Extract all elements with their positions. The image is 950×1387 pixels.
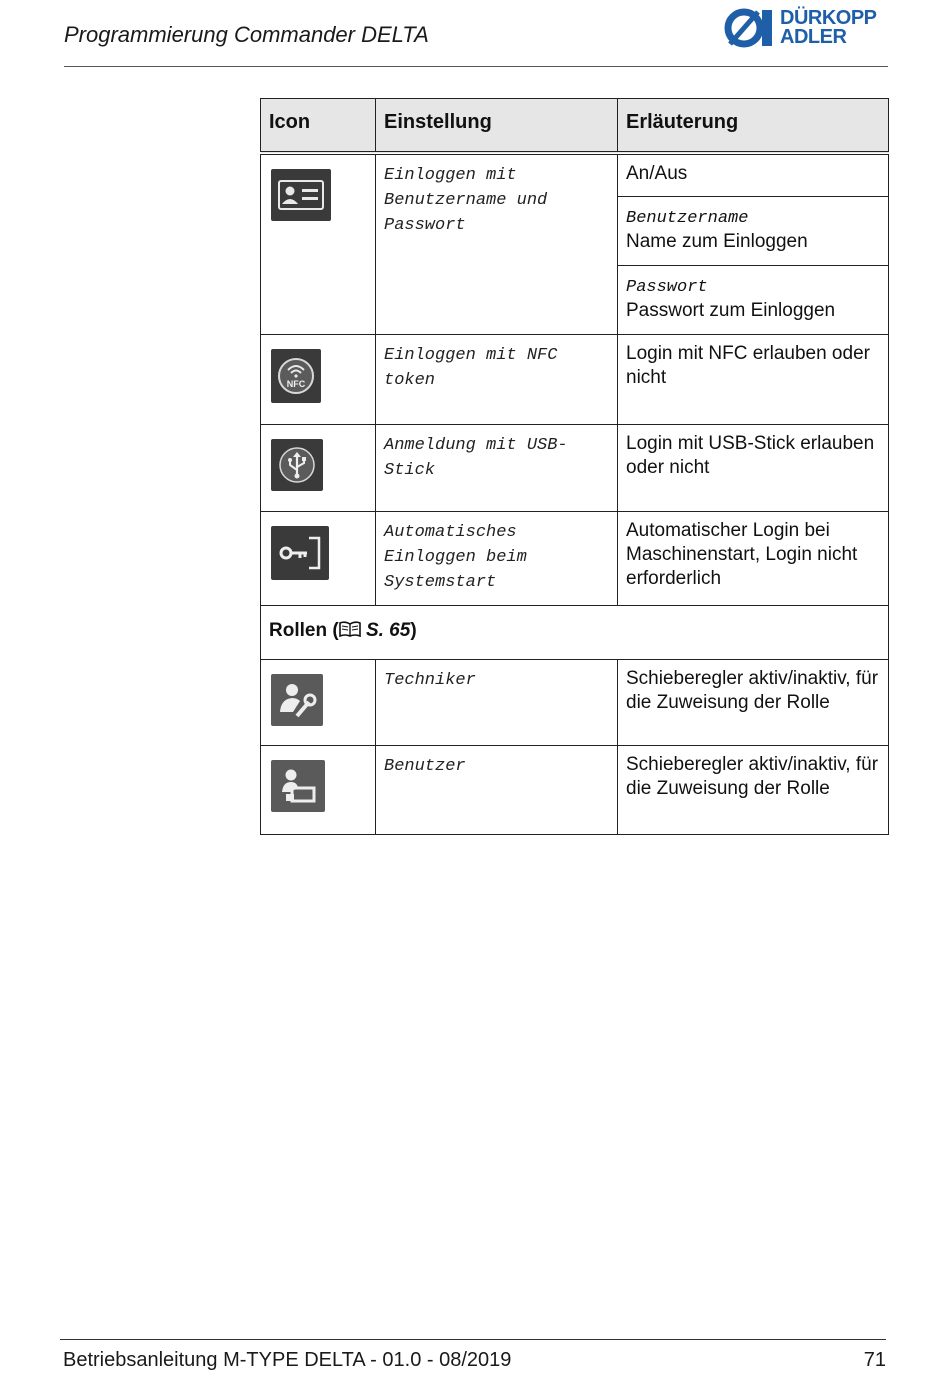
setting-cell	[376, 512, 618, 606]
description-cell	[618, 746, 889, 835]
table-row	[261, 425, 889, 512]
page-header-title: Programmierung Commander DELTA	[64, 22, 429, 47]
footer-document-info: Betriebsanleitung M-TYPE DELTA - 01.0 - 08/2019	[63, 1349, 512, 1371]
setting-label: Einloggen mit NFC token	[384, 346, 558, 390]
technician-icon	[271, 674, 323, 726]
operator-icon	[271, 760, 325, 812]
description-text: Automatischer Login bei Maschinenstart, Login nicht erforderlich	[626, 520, 858, 589]
column-header-description: Erläuterung	[618, 99, 889, 153]
header-divider	[64, 66, 888, 67]
description-cell	[618, 335, 889, 425]
book-icon	[339, 621, 361, 637]
icon-cell	[261, 746, 376, 835]
setting-cell	[376, 660, 618, 746]
setting-cell	[376, 335, 618, 425]
logo-text-line2: ADLER	[780, 26, 847, 48]
description-cell	[618, 512, 889, 606]
user-card-icon	[271, 169, 331, 221]
svg-text:NFC: NFC	[286, 379, 306, 389]
logo-mark-icon	[724, 6, 776, 50]
description-field-name: Passwort	[626, 278, 708, 297]
description-cell	[618, 153, 889, 197]
setting-cell	[376, 746, 618, 835]
section-cell	[261, 606, 889, 660]
usb-icon	[271, 439, 323, 491]
description-text: Login mit NFC erlauben oder nicht	[626, 343, 870, 388]
icon-cell	[261, 512, 376, 606]
setting-label: Automatisches Einloggen beim Systemstart	[384, 523, 527, 592]
setting-cell	[376, 153, 618, 335]
setting-label: Techniker	[384, 671, 476, 690]
page-reference-link[interactable]: S. 65	[365, 620, 411, 641]
icon-cell	[261, 660, 376, 746]
table-header-row	[261, 99, 889, 153]
description-text: Schieberegler aktiv/inaktiv, für die Zuweisung der Rolle	[626, 668, 879, 713]
description-text: Login mit USB-Stick erlauben oder nicht	[626, 433, 875, 478]
setting-label: Anmeldung mit USB-Stick	[384, 436, 568, 480]
icon-cell	[261, 425, 376, 512]
footer-page-number: 71	[863, 1349, 886, 1371]
section-row-roles	[261, 606, 889, 660]
description-text: An/Aus	[626, 162, 688, 184]
logo-text-line1: DÜRKOPP	[780, 7, 877, 29]
column-header-icon: Icon	[261, 99, 376, 153]
description-cell	[618, 266, 889, 335]
duerkopp-adler-logo	[724, 6, 890, 50]
description-cell	[618, 425, 889, 512]
description-cell	[618, 197, 889, 266]
description-cell	[618, 660, 889, 746]
table-row	[261, 153, 889, 197]
section-label: Rollen (	[269, 620, 339, 641]
setting-label: Benutzer	[384, 757, 466, 776]
nfc-icon	[271, 349, 321, 403]
table-row	[261, 746, 889, 835]
table-row	[261, 660, 889, 746]
description-text: Schieberegler aktiv/inaktiv, für die Zuweisung der Rolle	[626, 754, 879, 799]
setting-label: Einloggen mit Benutzername und Passwort	[384, 165, 548, 235]
setting-cell	[376, 425, 618, 512]
section-label-close: )	[410, 620, 417, 641]
footer-divider	[60, 1339, 886, 1340]
description-text: Passwort zum Einloggen	[626, 300, 836, 321]
table-row	[261, 335, 889, 425]
key-login-icon	[271, 526, 329, 580]
icon-cell	[261, 335, 376, 425]
icon-cell	[261, 153, 376, 335]
table-row	[261, 512, 889, 606]
description-field-name: Benutzername	[626, 209, 749, 228]
column-header-setting: Einstellung	[376, 99, 618, 153]
settings-table	[260, 98, 889, 835]
description-text: Name zum Einloggen	[626, 231, 808, 252]
